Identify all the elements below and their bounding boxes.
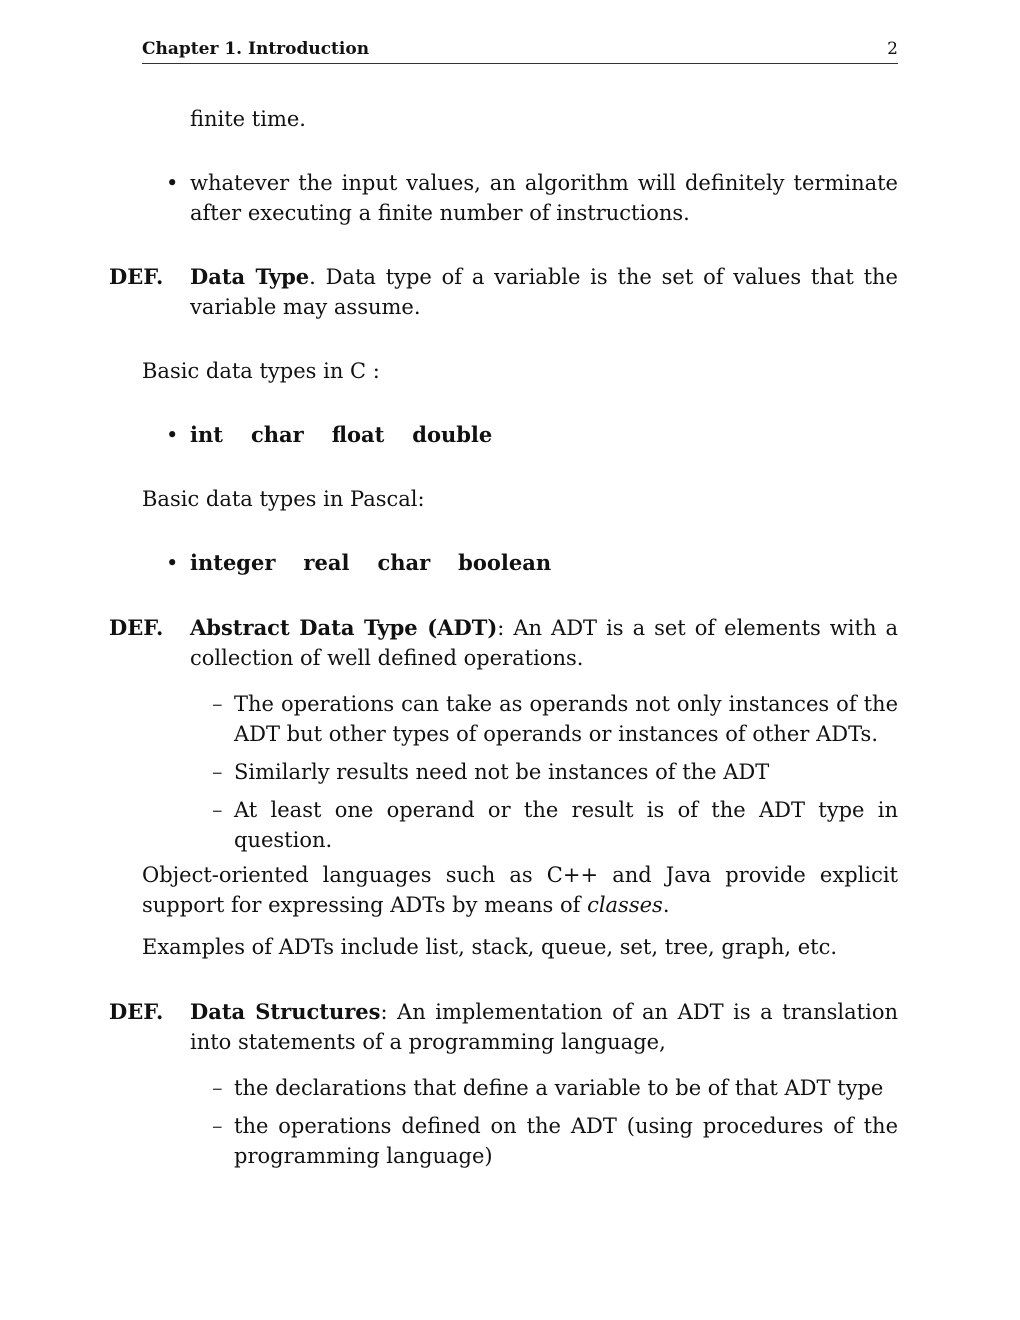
- bullet-icon: •: [166, 551, 179, 575]
- def-label-data-type: DEF.: [109, 264, 164, 289]
- adt-item: The operations can take as operands not only instances of the ADT but other types of operands or instances of other ADTs.: [234, 692, 898, 746]
- ds-item: the declarations that define a variable to be of that ADT type: [234, 1076, 884, 1100]
- def-data-structures: [190, 997, 898, 1057]
- bullet-icon: •: [166, 423, 179, 447]
- def-label-data-structures: DEF.: [109, 999, 164, 1024]
- def-data-type: [190, 262, 898, 322]
- oo-text-end: .: [662, 893, 670, 917]
- dash-icon: –: [212, 798, 223, 822]
- adt-item: Similarly results need not be instances of the ADT: [234, 760, 770, 784]
- adt-examples-paragraph: Examples of ADTs include list, stack, queue, set, tree, graph, etc.: [142, 935, 838, 959]
- dash-icon: –: [212, 760, 223, 784]
- continued-line: finite time.: [190, 107, 306, 131]
- def-term-data-structures: Data Structures: [190, 999, 381, 1024]
- oo-emphasis: classes: [587, 893, 663, 917]
- oo-languages-paragraph: [142, 860, 898, 920]
- c-type: char: [250, 422, 304, 447]
- c-types-list: [190, 420, 898, 450]
- bullet-icon: •: [166, 171, 179, 195]
- def-term-data-type: Data Type: [190, 264, 310, 289]
- def-body-data-structures: : An implementation of an ADT is a translation into statements of a programming language,: [190, 1000, 898, 1054]
- c-types-intro: Basic data types in C :: [142, 359, 380, 383]
- ds-item: the operations defined on the ADT (using procedures of the programming language): [234, 1114, 898, 1168]
- bullet-termination: whatever the input values, an algorithm will definitely terminate after executing a finite number of instructions.: [190, 171, 898, 225]
- c-type: double: [412, 422, 493, 447]
- c-type: float: [331, 422, 385, 447]
- def-adt: [190, 613, 898, 673]
- adt-item: At least one operand or the result is of the ADT type in question.: [234, 798, 898, 852]
- pascal-type: integer: [190, 550, 276, 575]
- pascal-type: boolean: [458, 550, 552, 575]
- dash-icon: –: [212, 692, 223, 716]
- def-term-adt: Abstract Data Type (ADT): [190, 615, 498, 640]
- def-body-adt: : An ADT is a set of elements with a collection of well defined operations.: [190, 616, 898, 670]
- running-header: [142, 36, 898, 64]
- def-body-data-type: . Data type of a variable is the set of values that the variable may assume.: [190, 265, 898, 319]
- page-number: 2: [887, 39, 898, 59]
- header-title: Chapter 1. Introduction: [142, 39, 370, 59]
- pascal-type: char: [377, 550, 431, 575]
- c-type: int: [190, 422, 223, 447]
- dash-icon: –: [212, 1114, 223, 1138]
- pascal-types-intro: Basic data types in Pascal:: [142, 487, 425, 511]
- pascal-type: real: [303, 550, 350, 575]
- dash-icon: –: [212, 1076, 223, 1100]
- def-label-adt: DEF.: [109, 615, 164, 640]
- oo-text: Object-oriented languages such as C++ and Java provide explicit support for expressing ADTs by means of: [142, 863, 898, 917]
- pascal-types-list: [190, 548, 898, 578]
